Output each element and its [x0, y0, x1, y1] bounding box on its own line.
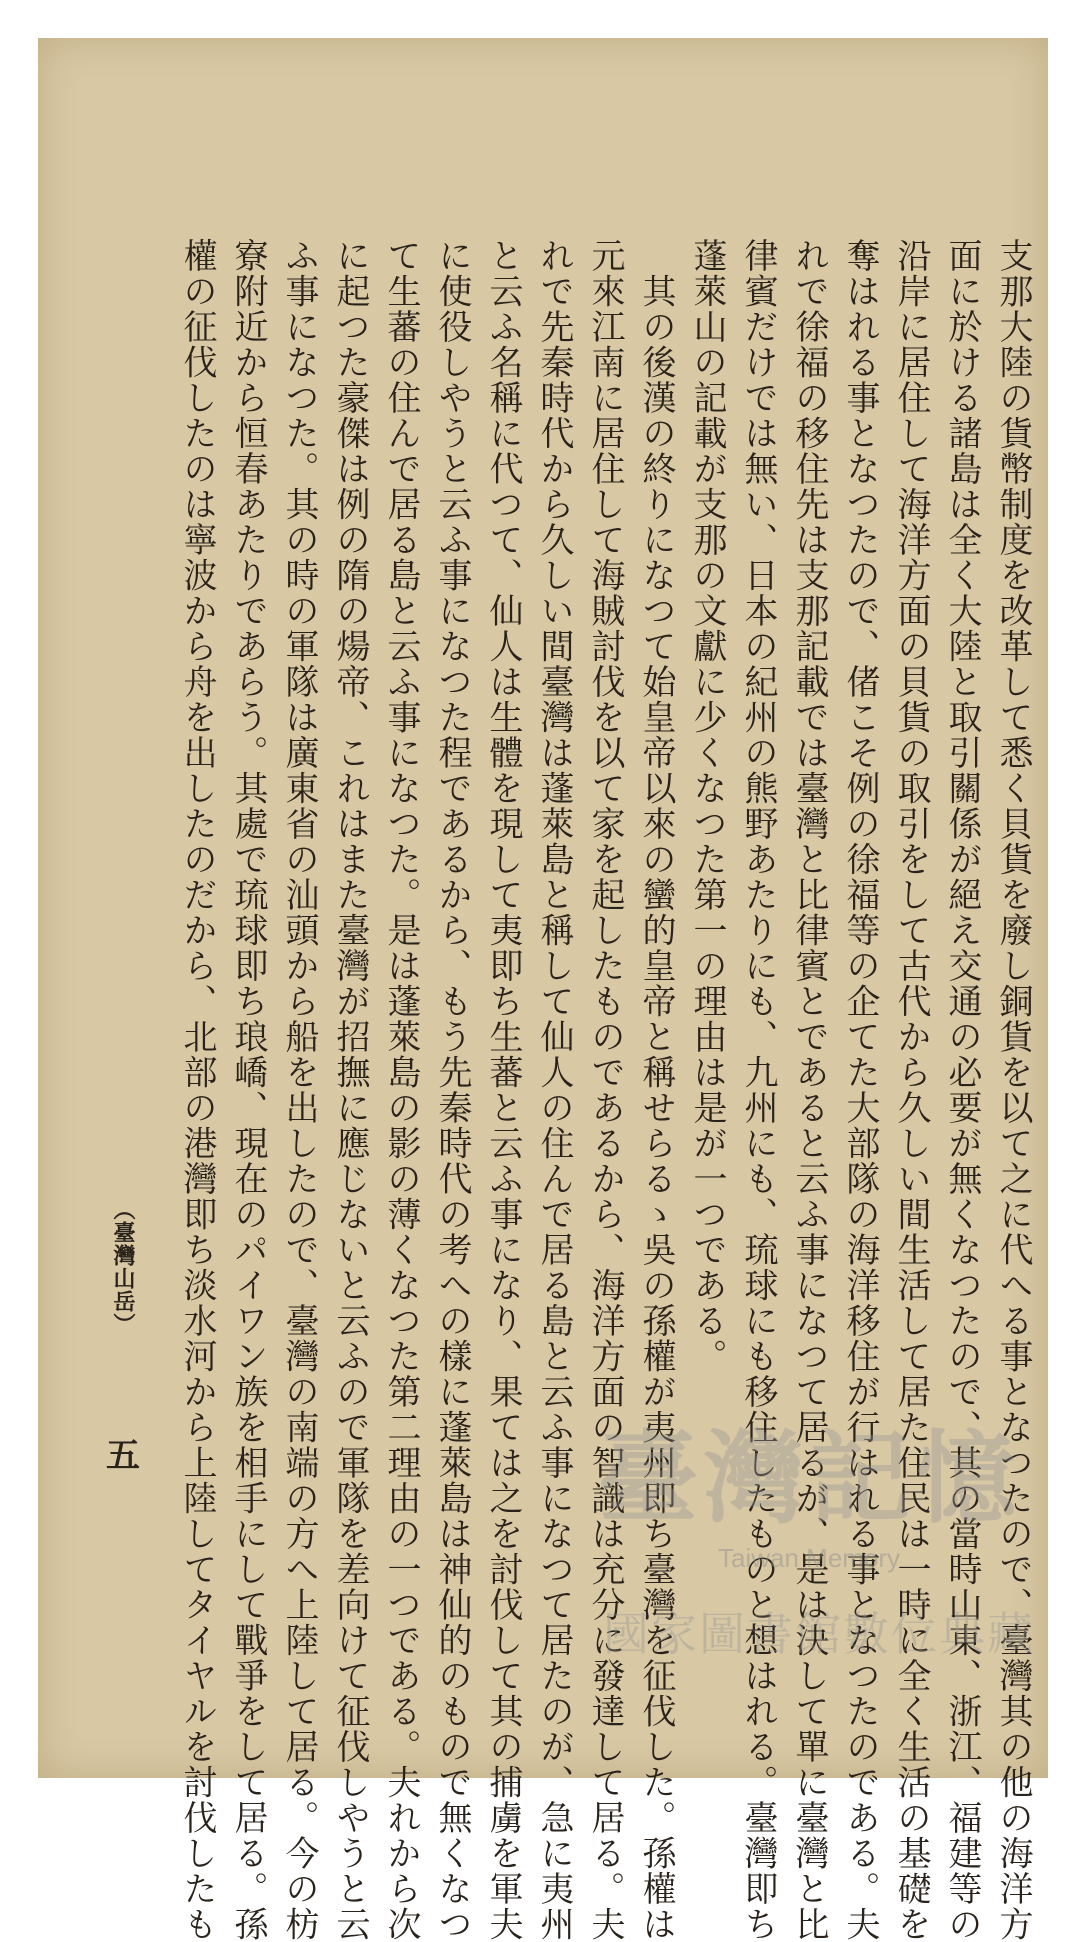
text-column: て生蕃の住んで居る島と云ふ事になつた。是は蓬萊島の影の薄くなつた第二理由の一つである。夫れから次 — [381, 238, 421, 1942]
text-column: れで徐福の移住先は支那記載では臺灣と比律賓とであると云ふ事になつて居るが、是は決して單に臺灣と比 — [789, 238, 829, 1942]
text-column: 權の征伐したのは寧波から舟を出したのだから、北部の港灣即ち淡水河から上陸してタイヤルを討伐したも — [177, 238, 217, 1942]
book-page — [38, 38, 1048, 1942]
text-column: 蓬萊山の記載が支那の文獻に少くなつた第一の理由は是が一つである。 — [687, 238, 727, 1374]
body-text — [148, 238, 1038, 1942]
text-column: と云ふ名稱に代つて、仙人は生體を現して夷即ち生蕃と云ふ事になり、果ては之を討伐して其の捕虜を軍夫 — [483, 238, 523, 1942]
text-column: 其の後漢の終りになつて始皇帝以來の蠻的皇帝と稱せらるゝ吳の孫權が夷州即ち臺灣を征伐した。孫權は — [636, 238, 676, 1942]
text-column: 支那大陸の貨幣制度を改革して悉く貝貨を廢し銅貨を以て之に代へる事となつたので、臺灣其の他の海洋方 — [993, 238, 1033, 1942]
text-column: 奪はれる事となつたので、偖こそ例の徐福等の企てた大部隊の海洋移住が行はれる事となつたのである。夫 — [840, 238, 880, 1942]
watermark-logo-text: 臺灣記憶 — [598, 1419, 1022, 1537]
text-column: 律賓だけでは無い、日本の紀州の熊野あたりにも、九州にも、琉球にも移住したものと想はれる。臺灣即ち — [738, 238, 778, 1942]
text-column: れで先秦時代から久しい間臺灣は蓬萊島と稱して仙人の住んで居る島と云ふ事になつて居たのが、急に夷州 — [534, 238, 574, 1942]
running-header: （臺灣山岳） — [110, 1198, 136, 1336]
text-column: ふ事になつた。其の時の軍隊は廣東省の汕頭から船を出したので、臺灣の南端の方へ上陸して居る。今の枋 — [279, 238, 319, 1942]
watermark-english: Taiwan Memory — [718, 1543, 901, 1573]
text-column: 元來江南に居住して海賊討伐を以て家を起したものであるから、海洋方面の智識は充分に發達して居る。夫 — [585, 238, 625, 1942]
watermark-library-name: 國家圖書館數位典藏 — [603, 1607, 1035, 1661]
text-column: 面に於ける諸島は全く大陸と取引關係が絕え交通の必要が無くなつたので、其の當時山東、浙江、福建等の — [942, 238, 982, 1942]
page-number: 五 — [106, 1436, 140, 1476]
text-column: 沿岸に居住して海洋方面の貝貨の取引をして古代から久しい間生活して居た住民は一時に全く生活の基礎を — [891, 238, 931, 1942]
text-column: に使役しやうと云ふ事になつた程であるから、もう先秦時代の考への樣に蓬萊島は神仙的のもので無くなつ — [432, 238, 472, 1942]
text-column: に起つた豪傑は例の隋の煬帝、これはまた臺灣が招撫に應じないと云ふので軍隊を差向けて征伐しやうと云 — [330, 238, 370, 1942]
text-column: 寮附近から恒春あたりであらう。其處で琉球即ち琅嶠、現在のパイワン族を相手にして戰爭をして居る。孫 — [228, 238, 268, 1942]
